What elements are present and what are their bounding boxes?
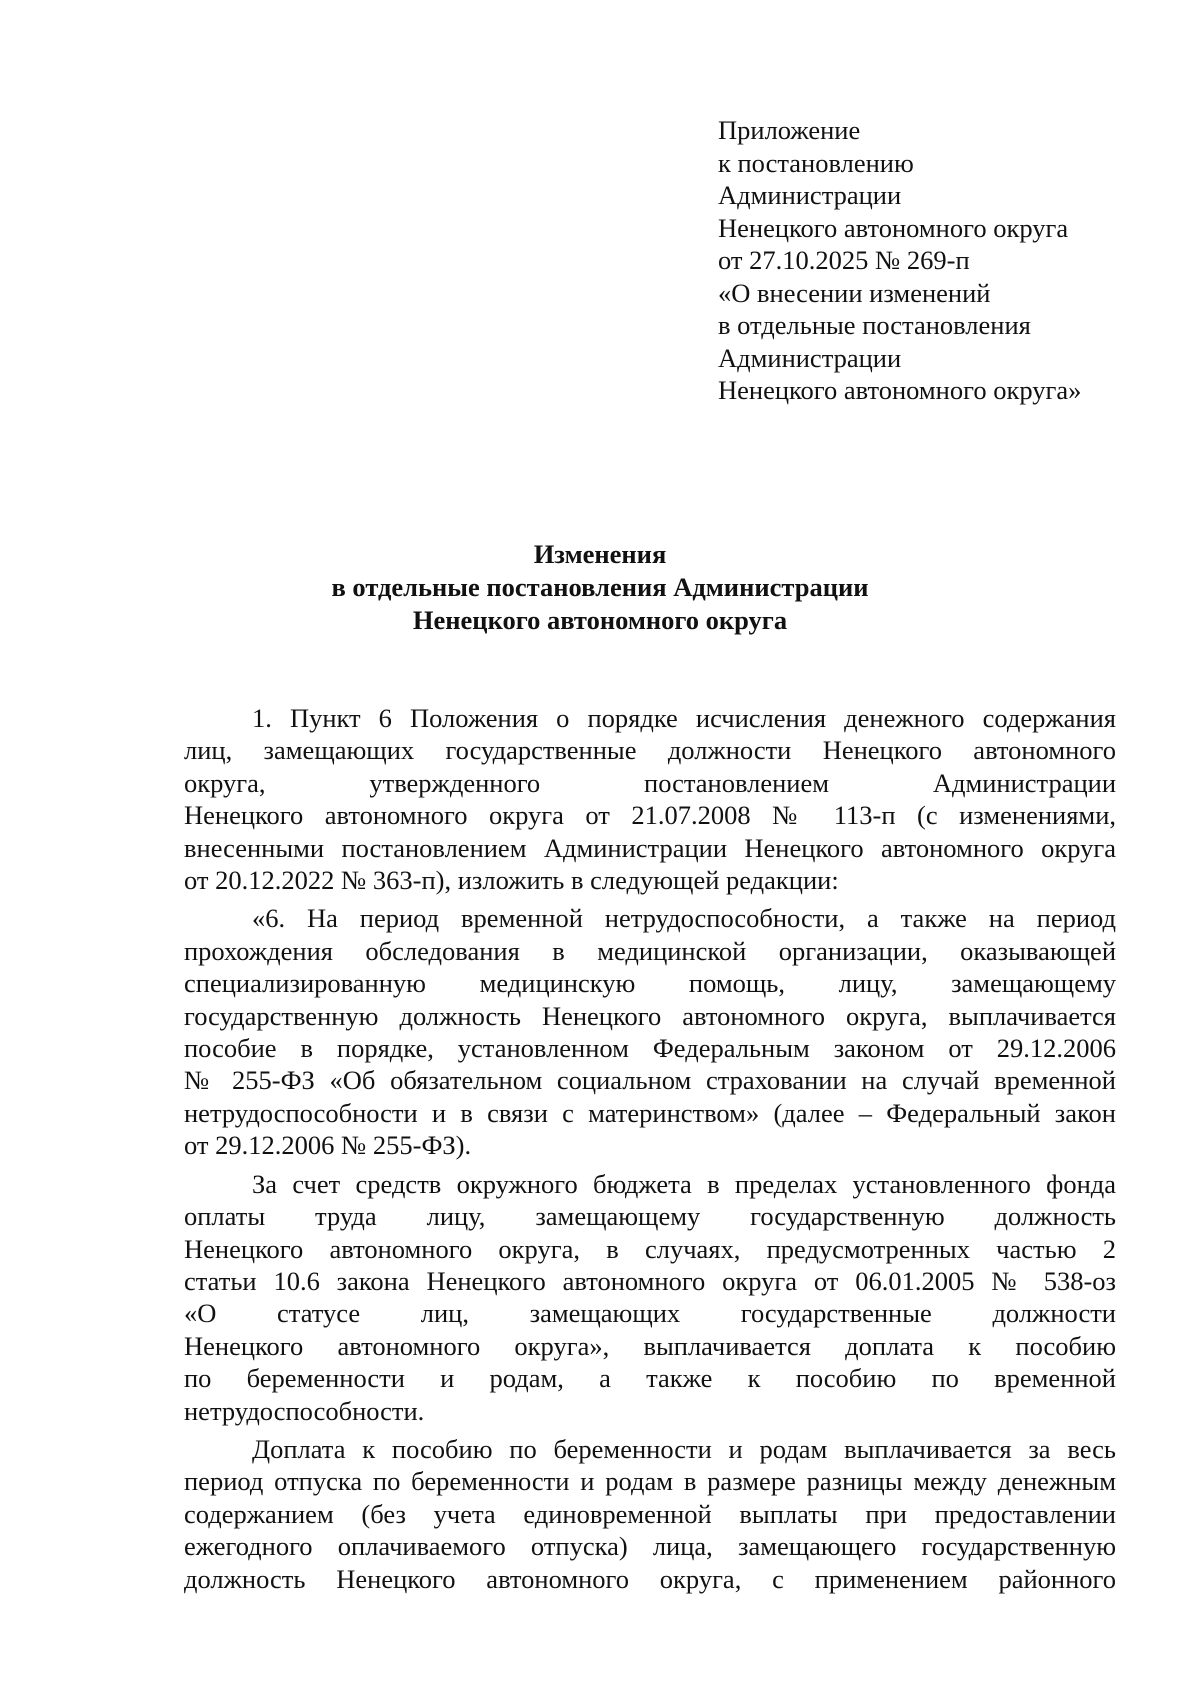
text-line: 1. Пункт 6 Положения о порядке исчисления денежного содержания xyxy=(252,703,1116,733)
text-line: оплаты труда лицу, замещающему государственную должность xyxy=(184,1201,1116,1232)
text-line: округа, утвержденного постановлением Администрации xyxy=(184,767,1116,798)
text-line: государственную должность Ненецкого автономного округа, выплачивается xyxy=(184,1000,1116,1031)
text-line: от 29.12.2006 № 255-ФЗ). xyxy=(184,1130,472,1161)
appendix-line: к постановлению xyxy=(718,147,914,178)
text-line: Ненецкого автономного округа от 21.07.2008 № 113-п (с изменениями, xyxy=(184,800,1116,831)
text-line: специализированную медицинскую помощь, лицу, замещающему xyxy=(184,968,1116,999)
text-line: Ненецкого автономного округа, в случаях, предусмотренных частью 2 xyxy=(184,1233,1116,1264)
document-body xyxy=(184,702,1116,1595)
text-line: лиц, замещающих государственные должности Ненецкого автономного xyxy=(184,735,1116,766)
text-line: период отпуска по беременности и родам в размере разницы между денежным xyxy=(184,1466,1116,1497)
text-line: внесенными постановлением Администрации Ненецкого автономного округа xyxy=(184,832,1116,863)
text-line: Ненецкого автономного округа», выплачивается доплата к пособию xyxy=(184,1330,1116,1361)
paragraph-2 xyxy=(184,902,1116,1161)
text-line: нетрудоспособности. xyxy=(184,1395,425,1426)
title-line: в отдельные постановления Администрации xyxy=(331,572,869,602)
document-title xyxy=(0,538,1200,637)
text-line: содержанием (без учета единовременной выплаты при предоставлении xyxy=(184,1498,1116,1529)
text-line: «О статусе лиц, замещающих государственные должности xyxy=(184,1298,1116,1329)
text-line: пособие в порядке, установленном Федеральным законом от 29.12.2006 xyxy=(184,1033,1116,1064)
text-line: № 255-ФЗ «Об обязательном социальном страховании на случай временной xyxy=(184,1065,1116,1096)
appendix-line: Ненецкого автономного округа xyxy=(718,212,1069,243)
appendix-line: Администрации xyxy=(718,342,902,373)
text-line: от 20.12.2022 № 363-п), изложить в следующей редакции: xyxy=(184,865,839,896)
text-line: должность Ненецкого автономного округа, с применением районного xyxy=(184,1563,1116,1594)
appendix-block xyxy=(718,114,1081,407)
text-line: по беременности и родам, а также к пособию по временной xyxy=(184,1363,1116,1394)
text-line: статьи 10.6 закона Ненецкого автономного округа от 06.01.2005 № 538-оз xyxy=(184,1265,1116,1296)
appendix-line: в отдельные постановления xyxy=(718,310,1031,340)
paragraph-4 xyxy=(184,1433,1116,1595)
appendix-line: от 27.10.2025 № 269-п xyxy=(718,245,970,275)
text-line: За счет средств окружного бюджета в пределах установленного фонда xyxy=(252,1168,1116,1199)
text-line: прохождения обследования в медицинской организации, оказывающей xyxy=(184,935,1116,966)
appendix-line: Приложение xyxy=(718,115,861,145)
text-line: ежегодного оплачиваемого отпуска) лица, замещающего государственную xyxy=(184,1531,1116,1562)
appendix-line: Ненецкого автономного округа» xyxy=(718,375,1082,405)
text-line: нетрудоспособности и в связи с материнством» (далее – Федеральный закон xyxy=(184,1097,1116,1128)
appendix-line: Администрации xyxy=(718,180,902,210)
appendix-line: «О внесении изменений xyxy=(718,277,991,308)
text-line: «6. На период временной нетрудоспособности, а также на период xyxy=(252,903,1116,934)
title-line: Изменения xyxy=(533,539,667,569)
paragraph-1 xyxy=(184,702,1116,896)
text-line: Доплата к пособию по беременности и родам выплачивается за весь xyxy=(252,1433,1116,1464)
title-line: Ненецкого автономного округа xyxy=(412,605,788,635)
paragraph-3 xyxy=(184,1168,1116,1427)
